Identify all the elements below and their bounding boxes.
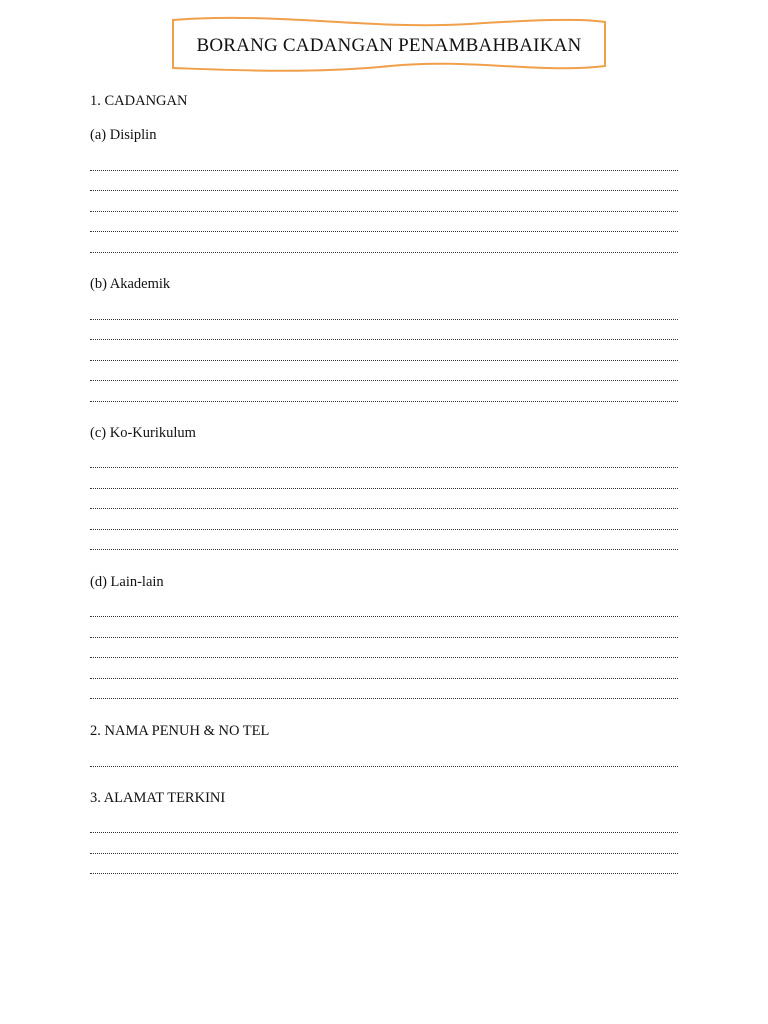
akademik-line-1[interactable] — [90, 319, 678, 320]
disiplin-line-2[interactable] — [90, 190, 678, 191]
akademik-line-2[interactable] — [90, 339, 678, 340]
disiplin-line-4[interactable] — [90, 231, 678, 232]
disiplin-line-1[interactable] — [90, 170, 678, 171]
disiplin-line-3[interactable] — [90, 211, 678, 212]
lainlain-line-5[interactable] — [90, 698, 678, 699]
nama-line-1[interactable] — [90, 766, 678, 767]
alamat-line-3[interactable] — [90, 873, 678, 874]
disiplin-line-5[interactable] — [90, 252, 678, 253]
kokurikulum-line-4[interactable] — [90, 529, 678, 530]
akademik-line-3[interactable] — [90, 360, 678, 361]
lainlain-line-2[interactable] — [90, 637, 678, 638]
lainlain-line-1[interactable] — [90, 616, 678, 617]
kokurikulum-line-3[interactable] — [90, 508, 678, 509]
subsection-lainlain-label: (d) Lain-lain — [90, 574, 164, 590]
lainlain-line-3[interactable] — [90, 657, 678, 658]
kokurikulum-line-1[interactable] — [90, 467, 678, 468]
alamat-line-1[interactable] — [90, 832, 678, 833]
subsection-kokurikulum-label: (c) Ko-Kurikulum — [90, 425, 196, 441]
alamat-line-2[interactable] — [90, 853, 678, 854]
page-title: BORANG CADANGAN PENAMBAHBAIKAN — [196, 35, 582, 56]
section-nama-heading: 2. NAMA PENUH & NO TEL — [90, 723, 270, 739]
kokurikulum-line-5[interactable] — [90, 549, 678, 550]
akademik-line-5[interactable] — [90, 401, 678, 402]
subsection-akademik-label: (b) Akademik — [90, 276, 171, 292]
title-banner — [170, 16, 608, 76]
section-cadangan-heading: 1. CADANGAN — [90, 93, 188, 109]
kokurikulum-line-2[interactable] — [90, 488, 678, 489]
subsection-disiplin-label: (a) Disiplin — [90, 127, 157, 143]
akademik-line-4[interactable] — [90, 380, 678, 381]
lainlain-line-4[interactable] — [90, 678, 678, 679]
section-alamat-heading: 3. ALAMAT TERKINI — [90, 790, 226, 806]
